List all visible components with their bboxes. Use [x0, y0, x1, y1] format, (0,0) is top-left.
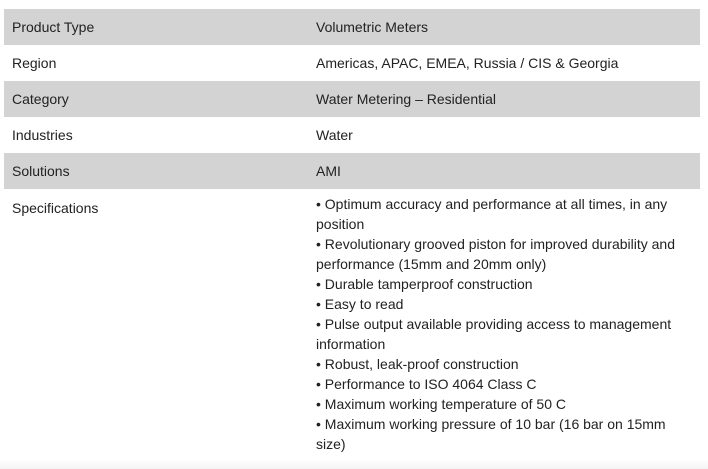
- spec-item: • Maximum working temperature of 50 C: [316, 396, 566, 412]
- region-value: Americas, APAC, EMEA, Russia / CIS & Georgia: [316, 55, 619, 71]
- row-specifications: [4, 189, 700, 454]
- row-solutions: [4, 153, 700, 189]
- spec-item: • Maximum working pressure of 10 bar (16 bar on 15mm size): [316, 416, 666, 452]
- category-value: Water Metering – Residential: [316, 91, 497, 107]
- spec-item: • Pulse output available providing access to management information: [316, 316, 672, 352]
- region-label: Region: [12, 55, 57, 71]
- product-type-value: Volumetric Meters: [316, 19, 429, 35]
- solutions-label: Solutions: [12, 163, 70, 179]
- industries-value: Water: [316, 127, 353, 143]
- spec-item: • Durable tamperproof construction: [316, 276, 533, 292]
- row-category: [4, 81, 700, 117]
- row-region: [4, 45, 700, 81]
- specifications-value: [316, 189, 700, 454]
- bottom-fade: [0, 459, 708, 469]
- row-product-type: [4, 9, 700, 45]
- row-industries: [4, 117, 700, 153]
- industries-label: Industries: [12, 127, 73, 143]
- spec-item: • Performance to ISO 4064 Class C: [316, 376, 537, 392]
- product-spec-table: [4, 9, 700, 454]
- spec-item: • Easy to read: [316, 296, 404, 312]
- category-label: Category: [12, 91, 69, 107]
- product-type-label: Product Type: [12, 19, 95, 35]
- spec-item: • Optimum accuracy and performance at all times, in any position: [316, 196, 668, 232]
- specifications-list: [316, 194, 692, 454]
- spec-item: • Robust, leak-proof construction: [316, 356, 519, 372]
- solutions-value: AMI: [316, 163, 341, 179]
- spec-item: • Revolutionary grooved piston for improved durability and performance (15mm and 20mm only): [316, 236, 675, 272]
- specifications-label: Specifications: [12, 200, 99, 216]
